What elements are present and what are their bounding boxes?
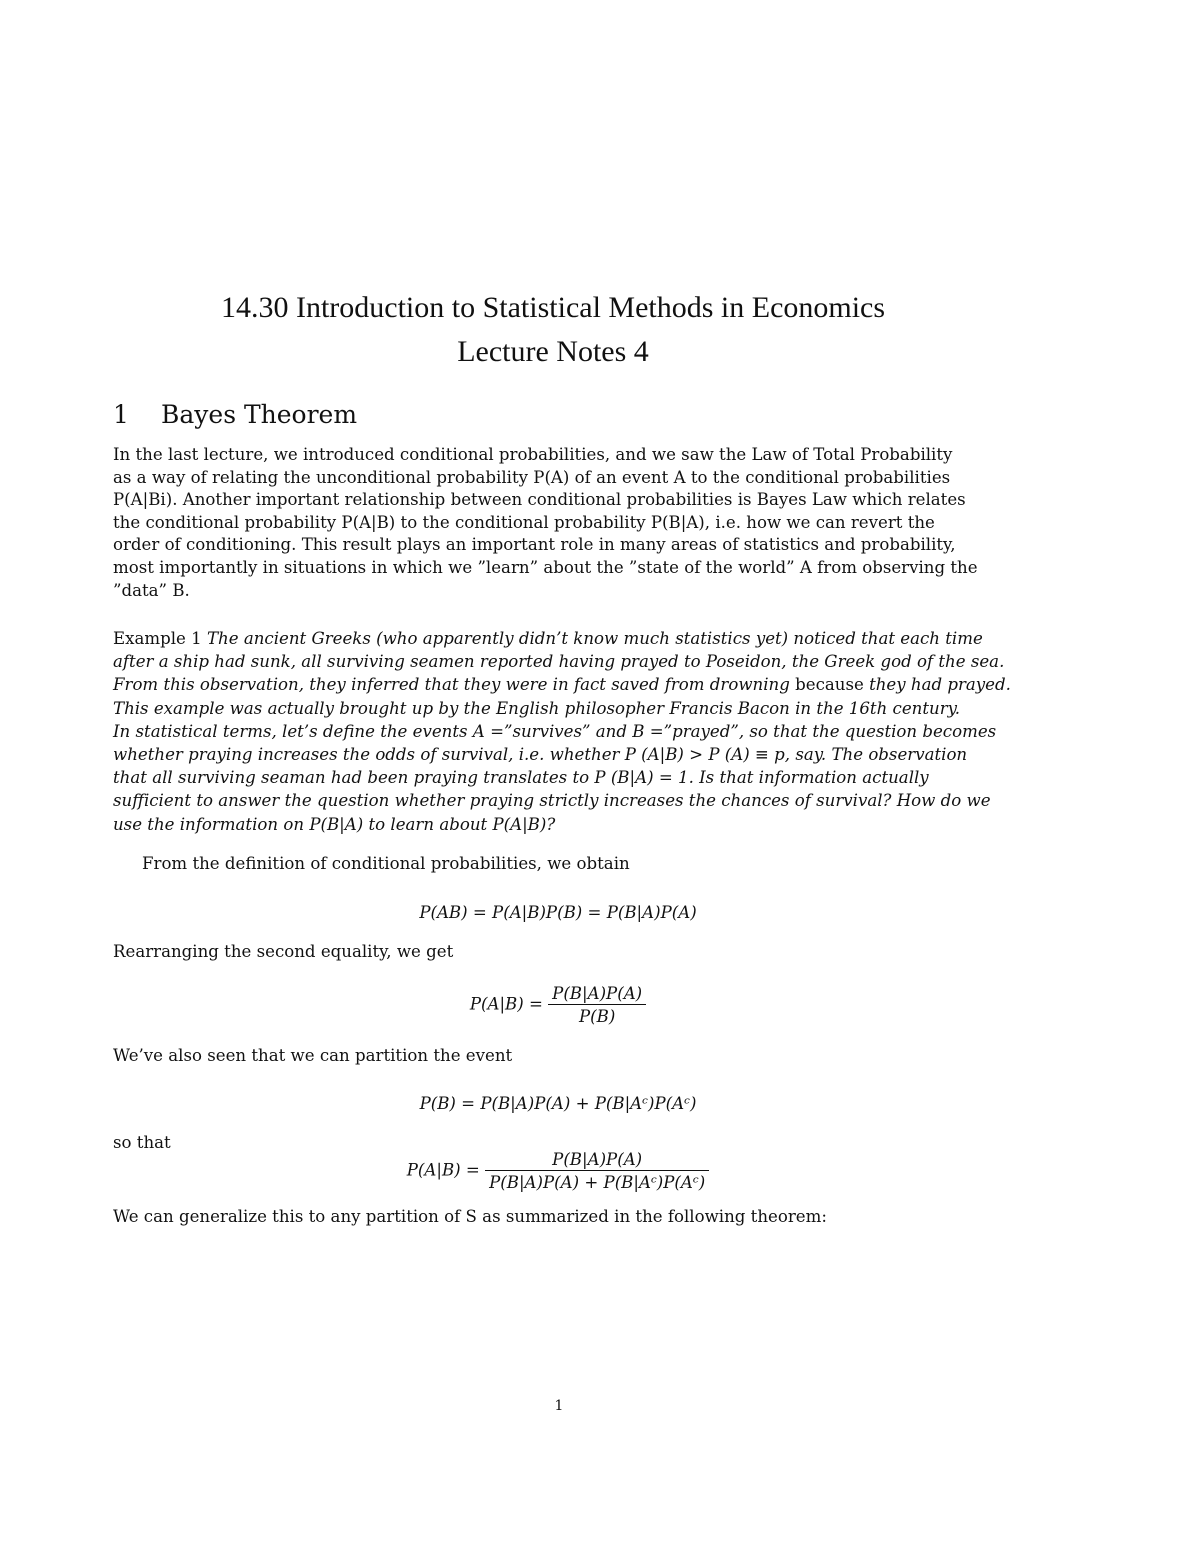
example-line — [113, 627, 1003, 650]
example-text: they had prayed. — [869, 675, 1011, 695]
example-line: This example was actually brought up by the English philosopher Francis Bacon in the 16th century. — [113, 698, 961, 718]
because-word: because — [795, 675, 864, 695]
partition-text: We’ve also seen that we can partition the event — [113, 1046, 513, 1065]
example-line: In statistical terms, let’s define the events A =”survives” and B =”prayed”, so that the question becomes — [113, 721, 997, 741]
example-block — [113, 627, 1011, 836]
so-that-text: so that — [113, 1133, 171, 1152]
example-line: sufficient to answer the question whether praying strictly increases the chances of survival? How do we — [113, 791, 991, 811]
from-definition-text: From the definition of conditional probabilities, we obtain — [142, 854, 630, 873]
equation-2-fraction — [548, 984, 646, 1026]
title-line-2: Lecture Notes 4 — [457, 335, 649, 368]
equation-1: P(AB) = P(A|B)P(B) = P(B|A)P(A) — [419, 903, 697, 922]
equation-4-fraction — [485, 1150, 709, 1192]
title-line-1: 14.30 Introduction to Statistical Methods in Economics — [220, 291, 886, 324]
section-number: 1 — [113, 400, 129, 429]
intro-paragraph — [113, 444, 1003, 602]
example-line: whether praying increases the odds of survival, i.e. whether P (A|B) > P (A) ≡ p, say. The observation — [113, 745, 968, 765]
intro-line: most importantly in situations in which we ”learn” about the ”state of the world” A from observing the — [113, 557, 978, 577]
intro-line: the conditional probability P(A|B) to the conditional probability P(B|A), i.e. how we can revert the — [113, 512, 935, 532]
equation-2-numerator: P(B|A)P(A) — [548, 984, 646, 1005]
example-label: Example 1 — [113, 629, 202, 648]
equation-2-lhs: P(A|B) = — [469, 994, 543, 1014]
equation-4-lhs: P(A|B) = — [406, 1160, 480, 1180]
equation-2 — [113, 984, 1003, 1026]
section-heading — [113, 398, 357, 432]
example-line — [113, 673, 1011, 696]
example-line: use the information on P(B|A) to learn about P(A|B)? — [113, 814, 556, 834]
example-line: after a ship had sunk, all surviving seamen reported having prayed to Poseidon, the Greek god of the sea. — [113, 652, 1005, 672]
generalize-text: We can generalize this to any partition of S as summarized in the following theorem: — [113, 1207, 827, 1226]
intro-line: P(A|Bi). Another important relationship between conditional probabilities is Bayes Law which relates — [113, 490, 966, 510]
intro-line: In the last lecture, we introduced conditional probabilities, and we saw the Law of Total Probability — [113, 445, 953, 464]
equation-3: P(B) = P(B|A)P(A) + P(B|Aᶜ)P(Aᶜ) — [419, 1094, 697, 1113]
document-title — [0, 286, 1106, 374]
rearranging-text: Rearranging the second equality, we get — [113, 942, 454, 961]
section-title: Bayes Theorem — [161, 400, 358, 429]
equation-4-denominator: P(B|A)P(A) + P(B|Aᶜ)P(Aᶜ) — [489, 1173, 706, 1192]
intro-line: ”data” B. — [113, 580, 190, 600]
example-text: The ancient Greeks (who apparently didn’t know much statistics yet) noticed that each time — [206, 629, 983, 648]
example-line: that all surviving seaman had been praying translates to P (B|A) = 1. Is that information actually — [113, 768, 929, 788]
page-number: 1 — [554, 1398, 564, 1414]
equation-2-denominator: P(B) — [579, 1007, 616, 1026]
equation-4-numerator: P(B|A)P(A) — [485, 1150, 709, 1171]
intro-line: as a way of relating the unconditional probability P(A) of an event A to the conditional probabilities — [113, 467, 951, 487]
equation-4 — [113, 1150, 1003, 1192]
example-text: From this observation, they inferred that they were in fact saved from drowning — [113, 675, 790, 695]
intro-line: order of conditioning. This result plays an important role in many areas of statistics and probability, — [113, 535, 956, 555]
